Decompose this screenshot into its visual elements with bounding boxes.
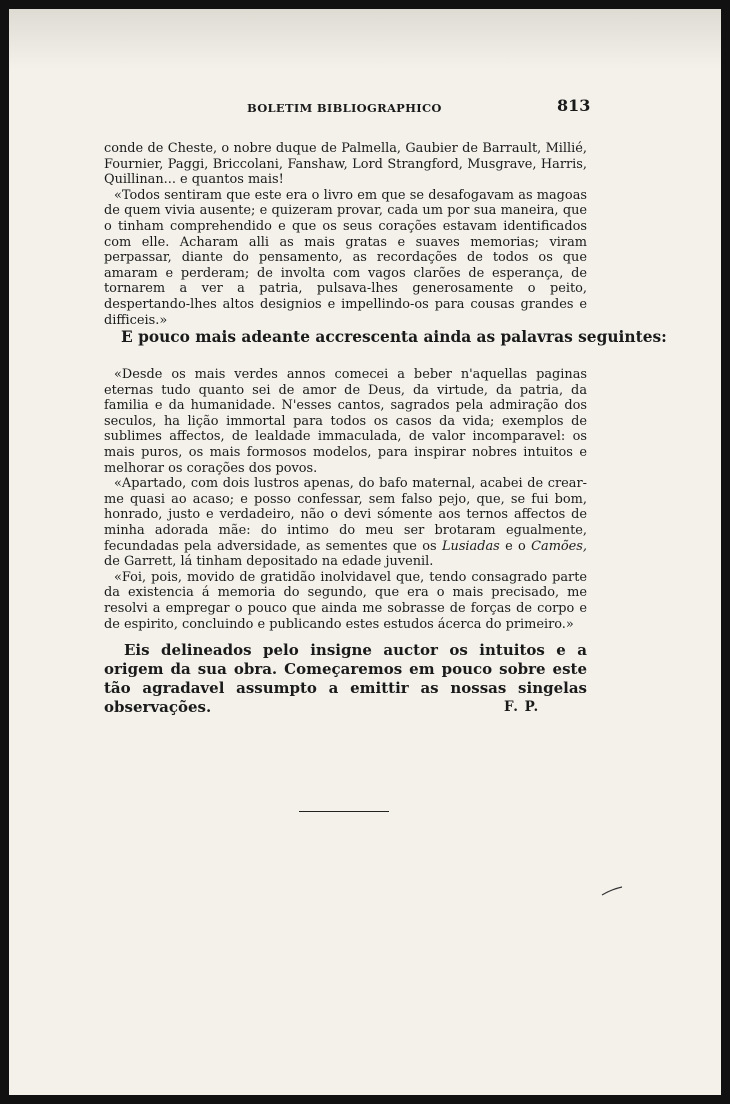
paragraph: «Todos sentiram que este era o livro em que se desafogavam as magoas de quem vivia ausente; e quizeram provar, cada um por sua maneira, que o tinham comprehendido e que os seus corações estavam identificados com elle. Acharam alli as mais gratas e suaves memorias; viram perpassar, diante do pensamento, as recordações de todos os que amaram e perderam; de involta com vagos clarões de esperança, de tornarem a ver a patria, pulsava-lhes generosamente o peito, despertando-lhes altos designios e impellindo-os para cousas grandes e difficeis.» (104, 187, 587, 328)
quote-paragraph (104, 476, 587, 570)
section-divider (299, 811, 389, 812)
quote-paragraph: «Desde os mais verdes annos comecei a beber n'aquellas paginas eternas tudo quanto sei de amor de Deus, da virtude, da patria, da familia e da humanidade. N'esses cantos, sagrados pela admiração dos seculos, ha lição immortal para todos os casos da vida; exemplos de sublimes affectos, de lealdade immaculada, de valor incomparavel: os mais puros, os mais formosos modelos, para inspirar nobres intuitos e melhorar os corações dos povos. (104, 367, 587, 476)
conclusion-paragraph: Eis delineados pelo insigne auctor os intuitos e a origem da sua obra. Começaremos em pouco sobre este tão agradavel assumpto a emittir as nossas singelas observações. (104, 641, 587, 716)
paragraph: conde de Cheste, o nobre duque de Palmella, Gaubier de Barrault, Millié, Fournier, Paggi, Briccolani, Fanshaw, Lord Strangford, Musgrave, Harris, Quillinan... e quantos mais! (104, 141, 587, 188)
quote-text: «Apartado, com dois lustros apenas, do bafo maternal, acabei de crear-me quasi ao acaso; e posso confessar, sem falso pejo, que, se fui bom, honrado, justo e verdadeiro, não o devi sómente aos ternos affectos de minha adorada mãe: do intimo do meu ser brotaram egualmente, fecundadas pela adversidade, as sementes que os (104, 476, 587, 554)
quotation-section (104, 367, 587, 632)
book-title-lusiadas: Lusiadas (441, 538, 500, 554)
book-page (9, 9, 721, 1095)
quote-introduction: E pouco mais adeante accrescenta ainda as palavras seguintes: (121, 328, 667, 346)
quote-paragraph: «Foi, pois, movido de gratidão inolvidavel que, tendo consagrado parte da existencia á memoria do segundo, que era o mais precisado, me resolvi a empregar o pouco que ainda me sobrasse de forças de corpo e de espirito, concluindo e publicando estes estudos ácerca do primeiro.» (104, 569, 587, 632)
ink-mark (601, 885, 623, 897)
intro-section (104, 141, 587, 328)
page-number: 813 (557, 96, 591, 115)
book-title-camoes: Camões, (531, 538, 588, 554)
quote-text: de Garrett, lá tinham depositado na edade juvenil. (104, 554, 434, 570)
running-title: BOLETIM BIBLIOGRAPHICO (247, 101, 442, 115)
author-signature: F. P. (504, 699, 540, 715)
quote-text: e o (499, 538, 532, 554)
